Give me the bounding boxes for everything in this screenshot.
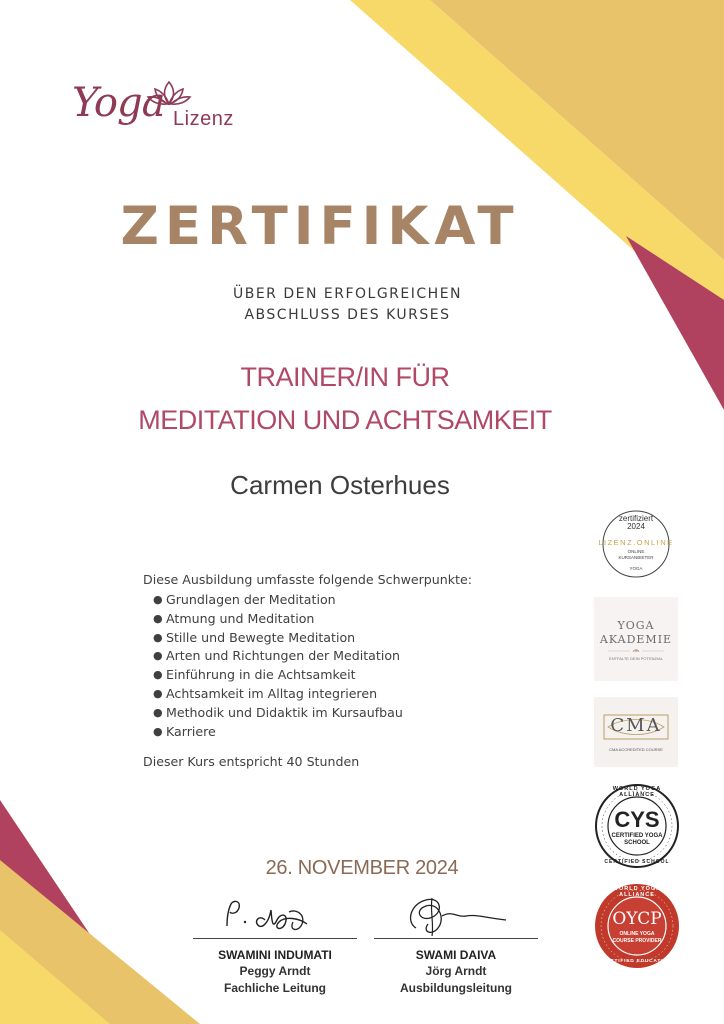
oycp-code: OYCP <box>612 909 662 929</box>
zert-year: 2024 <box>627 522 645 531</box>
zert-small1: ONLINE <box>627 549 645 554</box>
signature-image <box>215 888 335 938</box>
topics-list <box>143 591 563 741</box>
list-item <box>153 629 563 648</box>
zert-brand: LIZENZ.ONLINE <box>598 538 674 547</box>
cma-small: CMA ACCREDITED COURSE <box>609 747 663 752</box>
cys-line2: SCHOOL <box>624 840 650 846</box>
oycp-line2: COURSE PROVIDER <box>612 938 662 944</box>
course-title-line-1: TRAINER/IN FÜR <box>240 362 450 392</box>
zert-small2: KURSANBIETER <box>618 555 654 560</box>
bullet-icon: ● <box>153 649 163 663</box>
yoga-akademie-badge <box>594 597 678 681</box>
cys-code: CYS <box>614 807 660 832</box>
subtitle-line-2: ABSCHLUSS DES KURSES <box>244 307 451 323</box>
akademie-divider-icon <box>594 647 678 655</box>
list-item <box>153 685 563 704</box>
yoga-lizenz-logo <box>66 78 256 158</box>
topic-text: Stille und Bewegte Meditation <box>166 629 356 645</box>
bullet-icon: ● <box>153 611 163 625</box>
zertifiziert-badge <box>590 506 682 582</box>
bullet-icon: ● <box>153 705 163 719</box>
signature-image <box>386 888 526 938</box>
zert-small3: YOGA <box>629 566 643 571</box>
oycp-ring-text: WORLD YOGA ALLIANCE <box>612 886 662 898</box>
cma-badge <box>594 697 678 767</box>
oycp-line1: ONLINE YOGA <box>619 931 655 937</box>
signature-line <box>374 938 538 939</box>
oycp-bottom-text: CERTIFIED EDUCATION <box>601 959 672 964</box>
list-item <box>153 647 563 666</box>
akademie-small: ENTFALTE DEIN POTENZIAL <box>609 656 663 661</box>
signature-line <box>193 938 357 939</box>
list-item <box>153 704 563 723</box>
list-item <box>153 610 563 629</box>
topics-intro: Diese Ausbildung umfasste folgende Schwerpunkte: <box>143 572 472 587</box>
topic-text: Karriere <box>166 723 216 739</box>
certificate-date: 26. NOVEMBER 2024 <box>265 857 459 879</box>
bullet-icon: ● <box>153 724 163 738</box>
topic-text: Einführung in die Achtsamkeit <box>166 667 356 683</box>
bullet-icon: ● <box>153 630 163 644</box>
topic-text: Arten und Richtungen der Meditation <box>166 648 401 664</box>
signer-name: Jörg Arndt <box>425 964 487 978</box>
subtitle-line-1: ÜBER DEN ERFOLGREICHEN <box>232 286 463 302</box>
logo-yoga-text: Yoga <box>72 80 165 126</box>
bullet-icon: ● <box>153 668 163 682</box>
topic-text: Atmung und Meditation <box>166 610 315 626</box>
signer-function: Fachliche Leitung <box>223 981 326 995</box>
cys-bottom-text: CERTIFIED SCHOOL <box>604 859 670 865</box>
course-topics <box>143 572 563 741</box>
list-item <box>153 591 563 610</box>
recipient-name: Carmen Osterhues <box>230 470 450 500</box>
course-title-line-2: MEDITATION UND ACHTSAMKEIT <box>138 405 552 435</box>
topic-text: Achtsamkeit im Alltag integrieren <box>166 685 378 701</box>
topic-text: Methodik und Didaktik im Kursaufbau <box>166 704 403 720</box>
akademie-line1: YOGA <box>617 619 655 632</box>
signature-block-2 <box>366 888 546 997</box>
cys-seal <box>594 783 680 869</box>
list-item <box>153 666 563 685</box>
list-item <box>153 723 563 742</box>
bullet-icon: ● <box>153 686 163 700</box>
signer-role: SWAMINI INDUMATI <box>218 948 332 962</box>
signer-function: Ausbildungsleitung <box>400 981 512 995</box>
signer-name: Peggy Arndt <box>239 964 311 978</box>
certificate-title: ZERTIFIKAT <box>120 196 520 257</box>
oycp-seal <box>594 883 680 969</box>
bullet-icon: ● <box>153 593 163 606</box>
logo-lizenz-text: Lizenz <box>173 108 234 130</box>
course-hours: Dieser Kurs entspricht 40 Stunden <box>143 754 360 769</box>
zert-line1: zertifiziert <box>618 514 654 523</box>
akademie-line2: AKADEMIE <box>599 633 673 646</box>
signer-role: SWAMI DAIVA <box>415 948 497 962</box>
cma-logo-text: CMA <box>610 715 662 736</box>
cys-ring-text: WORLD YOGA ALLIANCE <box>612 786 662 798</box>
signature-block-1 <box>185 888 365 997</box>
topic-text: Grundlagen der Meditation <box>166 592 336 607</box>
cys-line1: CERTIFIED YOGA <box>611 833 663 839</box>
